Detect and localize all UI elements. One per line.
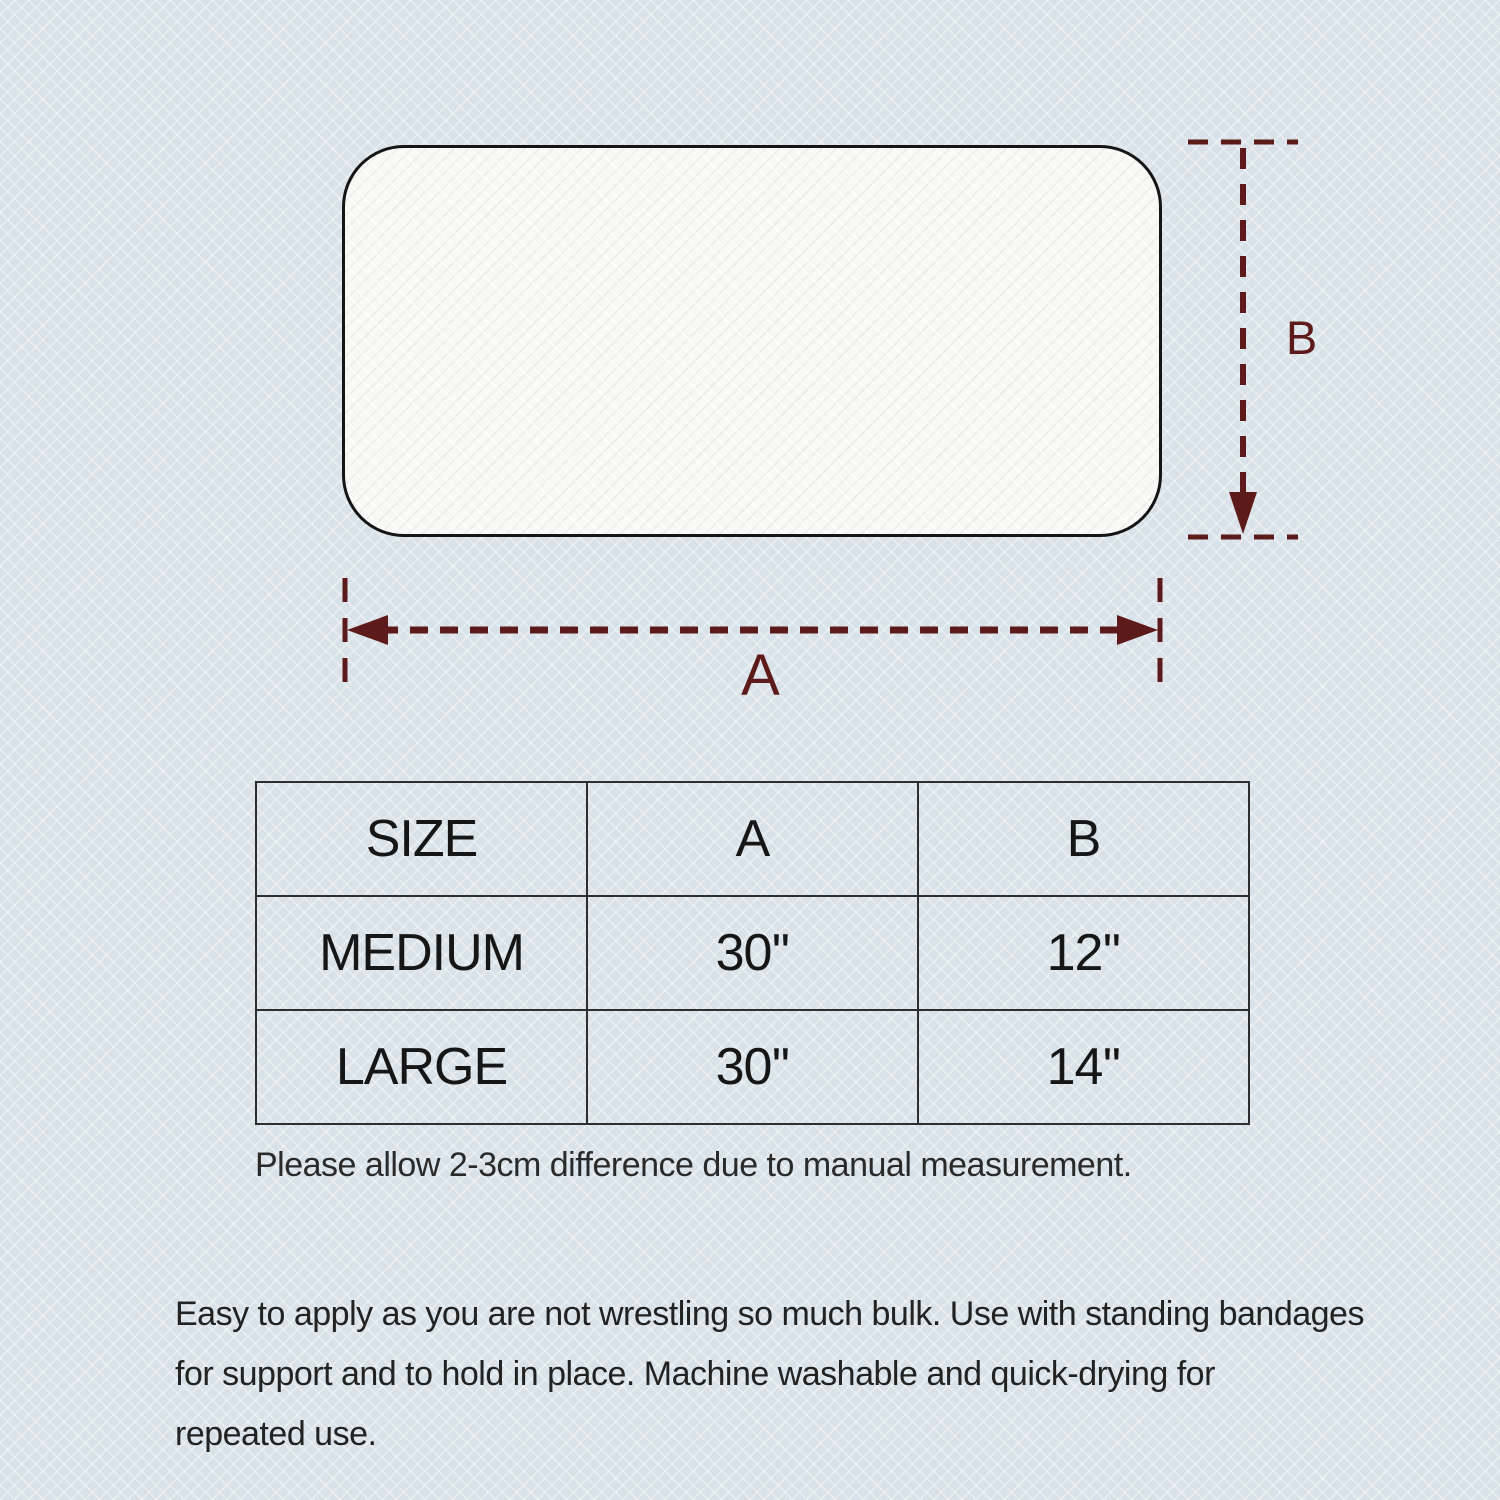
measurement-note: Please allow 2-3cm difference due to manual measurement. [255, 1146, 1132, 1184]
size-table [255, 781, 1250, 1125]
size-table-header-b: B [918, 782, 1249, 896]
cell-large-b: 14'' [918, 1010, 1249, 1124]
table-row-large [256, 1010, 1249, 1124]
cell-large-a: 30'' [587, 1010, 918, 1124]
size-table-header-size: SIZE [256, 782, 587, 896]
cell-medium-b: 12'' [918, 896, 1249, 1010]
dimension-b-label: B [1285, 311, 1317, 364]
description-line-2: for support and to hold in place. Machine washable and quick-drying for [175, 1355, 1215, 1393]
description-line-3: repeated use. [175, 1415, 377, 1453]
cell-large-size: LARGE [256, 1010, 587, 1124]
size-table-header-row [256, 782, 1249, 896]
cell-medium-size: MEDIUM [256, 896, 587, 1010]
size-table-header-a: A [587, 782, 918, 896]
dim-a-arrowhead-right [1117, 615, 1158, 645]
cell-medium-a: 30'' [587, 896, 918, 1010]
dim-a-arrowhead-left [347, 615, 388, 645]
dimension-a-label: A [741, 643, 779, 708]
dim-b-arrowhead-down [1229, 492, 1257, 534]
product-description [175, 1284, 1364, 1464]
description-line-1: Easy to apply as you are not wrestling so much bulk. Use with standing bandages [175, 1295, 1364, 1333]
table-row-medium [256, 896, 1249, 1010]
product-pad-shape [342, 145, 1162, 537]
